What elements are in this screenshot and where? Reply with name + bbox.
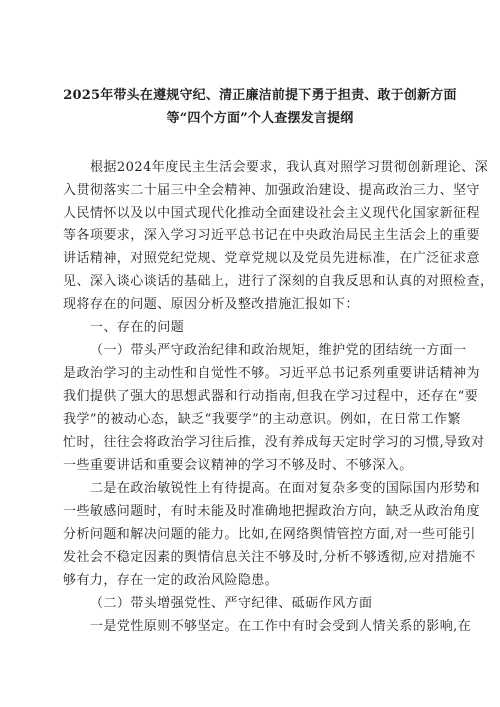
paragraph-line: 讲话精神，对照党纪党规、党章党规以及党员先进标准，在广泛征求意 — [63, 251, 480, 266]
paragraph-line: 一是党性原则不够坚定。在工作中有时会受到人情关系的影响,在 — [90, 619, 472, 634]
paragraph-line: 是政治学习的主动性和自觉性不够。习近平总书记系列重要讲话精神为 — [63, 366, 480, 381]
paragraph-line: 根据2024年度民主生活会要求，我认真对照学习贯彻创新理论、深 — [90, 160, 489, 175]
paragraph-line: 一些重要讲话和重要会议精神的学习不够及时、不够深入。 — [63, 458, 413, 473]
paragraph-line: 分析问题和解决问题的能力。比如,在网络舆情管控方面,对一些可能引 — [63, 527, 476, 542]
paragraph-line: 够有力，存在一定的政治风险隐患。 — [63, 573, 279, 588]
paragraph-line: 现将存在的问题、原因分析及整改措施汇报如下： — [63, 297, 359, 312]
paragraph-line: 人民情怀以及以中国式现代化推动全面建设社会主义现代化国家新征程 — [63, 206, 480, 221]
paragraph-line: 我学”的被动心态，缺乏“我要学”的主动意识。例如，在日常工作繁 — [63, 412, 461, 427]
paragraph-line: 发社会不稳定因素的舆情信息关注不够及时,分析不够透彻,应对措施不 — [63, 550, 476, 565]
paragraph-line: 入贯彻落实二十届三中全会精神、加强政治建设、提高政治三力、坚守 — [63, 183, 480, 198]
subsection-heading: （一）带头严守政治纪律和政治规矩，维护党的团结统一方面一 — [90, 343, 467, 358]
section-heading: 一、存在的问题 — [90, 320, 185, 335]
document-title-line-1: 2025年带头在遵规守纪、清正廉洁前提下勇于担责、敢于创新方面 — [63, 88, 457, 103]
document-title-line-2: 等“四个方面”个人查摆发言提纲 — [166, 111, 354, 126]
paragraph-line: 等各项要求，深入学习习近平总书记在中央政治局民主生活会上的重要 — [63, 228, 480, 243]
subsection-heading: （二）带头增强党性、严守纪律、砥砺作风方面 — [90, 596, 373, 611]
paragraph-line: 我们提供了强大的思想武器和行动指南,但我在学习过程中，还存在“要 — [63, 389, 479, 404]
paragraph-line: 二是在政治敏锐性上有待提高。在面对复杂多变的国际国内形势和 — [90, 481, 481, 496]
paragraph-line: 见、深入谈心谈话的基础上，进行了深刻的自我反思和认真的对照检查， — [63, 274, 494, 289]
paragraph-line: 一些敏感问题时，有时未能及时准确地把握政治方向，缺乏从政治角度 — [63, 504, 480, 519]
paragraph-line: 忙时，往往会将政治学习往后推，没有养成每天定时学习的习惯,导致对 — [63, 435, 485, 450]
